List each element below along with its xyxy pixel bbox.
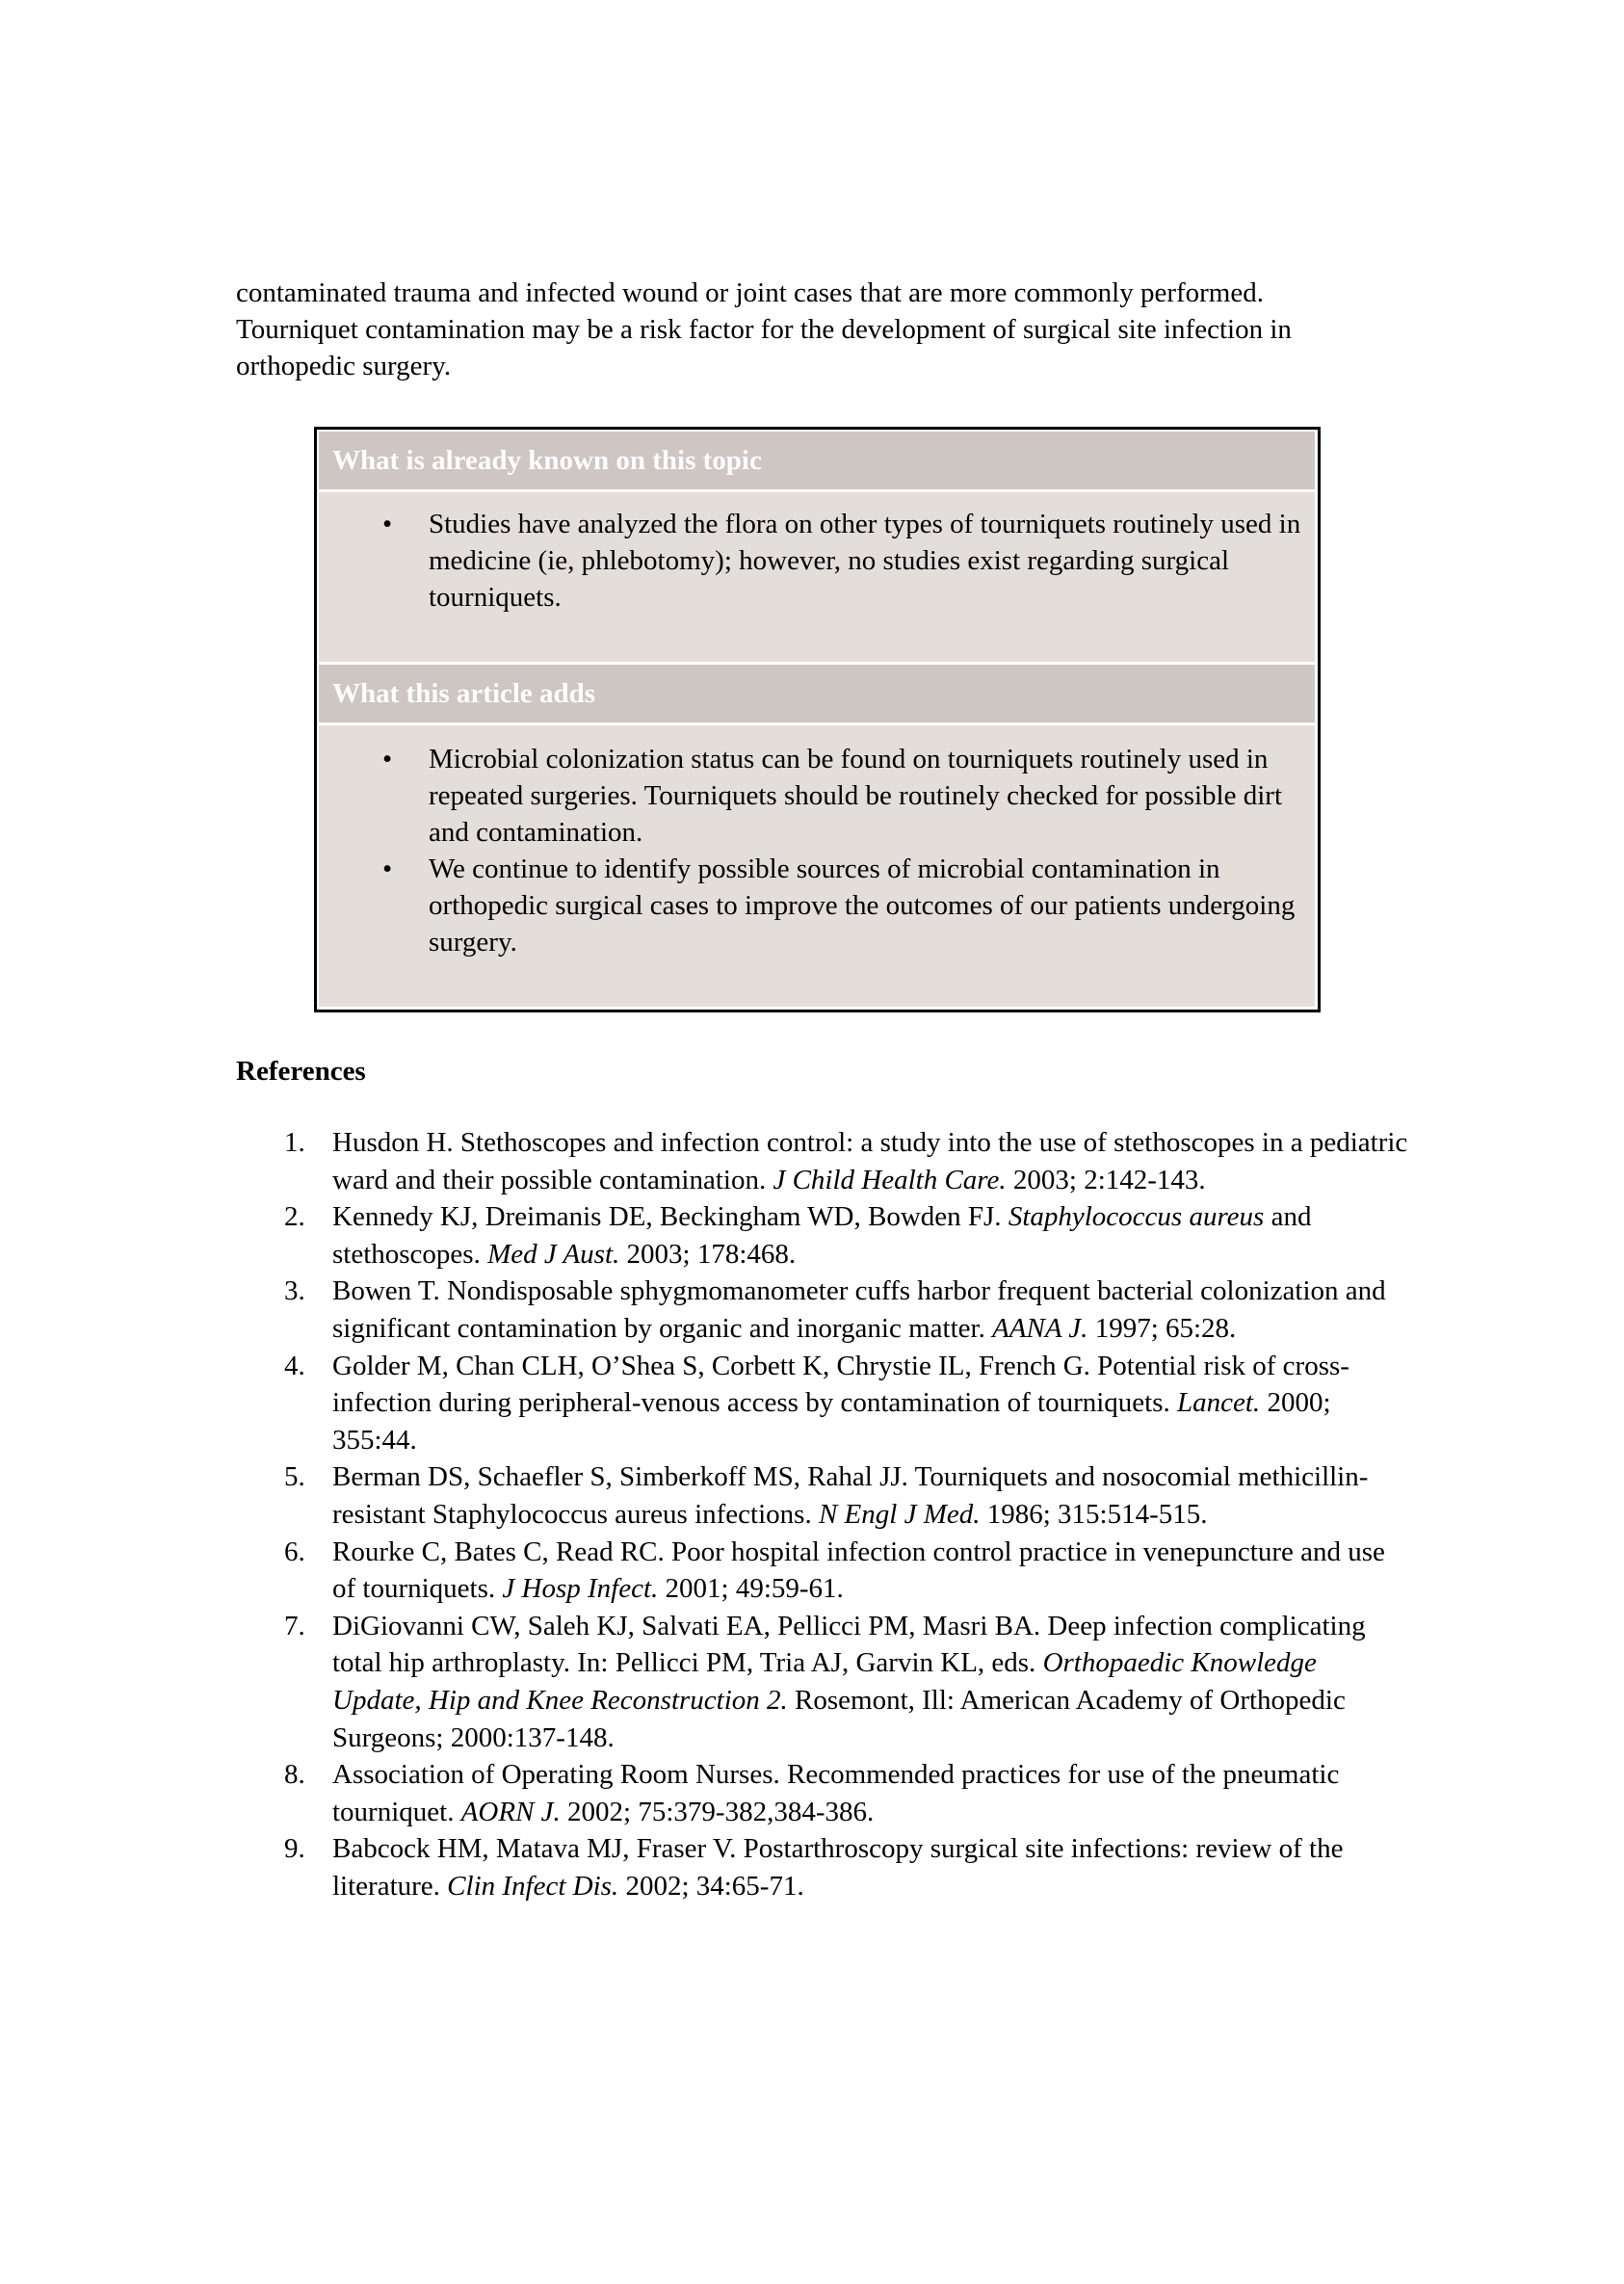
reference-number: 6. bbox=[284, 1536, 305, 1567]
reference-text: and stethoscopes. bbox=[332, 1201, 1312, 1270]
reference-text: Rourke C, Bates C, Read RC. Poor hospital infection control practice in venepuncture and use of tourniquets. bbox=[332, 1536, 1385, 1605]
reference-item bbox=[236, 1608, 1411, 1756]
reference-number: 1. bbox=[284, 1127, 305, 1158]
list-item bbox=[319, 851, 1315, 960]
reference-item bbox=[236, 1124, 1411, 1198]
bullet-icon: • bbox=[382, 853, 393, 884]
bullet-text: Microbial colonization status can be found on tourniquets routinely used in repeated surgeries. Tourniquets should be routinely checked for possible dirt and contamination. bbox=[429, 744, 1283, 848]
section-body-adds bbox=[319, 725, 1315, 1007]
reference-item bbox=[236, 1534, 1411, 1608]
reference-item bbox=[236, 1458, 1411, 1533]
intro-paragraph: contaminated trauma and infected wound or joint cases that are more commonly performed. Tourniquet contamination may be a risk factor for the development of surgical site infection in orthopedic surgery. bbox=[236, 277, 1292, 381]
reference-text: Kennedy KJ, Dreimanis DE, Beckingham WD, Bowden FJ. bbox=[332, 1201, 1008, 1233]
reference-text: DiGiovanni CW, Saleh KJ, Salvati EA, Pellicci PM, Masri BA. Deep infection complicating total hip arthroplasty. In: Pellicci PM, Tria AJ, Garvin KL, eds. bbox=[332, 1610, 1366, 1679]
reference-citation: Rosemont, Ill: American Academy of Orthopedic Surgeons; 2000:137-148. bbox=[332, 1684, 1346, 1753]
reference-number: 8. bbox=[284, 1759, 305, 1791]
reference-item bbox=[236, 1273, 1411, 1347]
reference-text: Golder M, Chan CLH, O’Shea S, Corbett K, Chrystie IL, French G. Potential risk of cross-infection during peripheral-venous access by contamination of tourniquets. bbox=[332, 1350, 1349, 1419]
reference-citation: 2003; 2:142-143. bbox=[1006, 1164, 1206, 1195]
reference-number: 3. bbox=[284, 1275, 305, 1307]
reference-citation: 2000; 355:44. bbox=[332, 1387, 1331, 1456]
bullet-list-known bbox=[319, 506, 1315, 616]
reference-item bbox=[236, 1756, 1411, 1830]
bullet-text: Studies have analyzed the flora on other types of tourniquets routinely used in medicine (ie, phlebotomy); however, no studies exist regarding surgical tourniquets. bbox=[429, 509, 1301, 613]
reference-item bbox=[236, 1830, 1411, 1904]
list-item bbox=[319, 741, 1315, 851]
reference-number: 2. bbox=[284, 1201, 305, 1233]
reference-citation: 2003; 178:468. bbox=[619, 1238, 797, 1270]
reference-citation: 2001; 49:59-61. bbox=[658, 1573, 844, 1605]
reference-number: 7. bbox=[284, 1610, 305, 1641]
reference-citation: 1997; 65:28. bbox=[1087, 1312, 1237, 1344]
reference-text: Husdon H. Stethoscopes and infection control: a study into the use of stethoscopes in a pediatric ward and their possible contamination. bbox=[332, 1127, 1408, 1195]
key-points-callout-box bbox=[314, 427, 1321, 1012]
bullet-list-adds bbox=[319, 741, 1315, 960]
journal-name: Lancet. bbox=[1177, 1387, 1261, 1419]
reference-text: Babcock HM, Matava MJ, Fraser V. Postarthroscopy surgical site infections: review of the literature. bbox=[332, 1833, 1344, 1902]
bullet-text: We continue to identify possible sources of microbial contamination in orthopedic surgical cases to improve the outcomes of our patients undergoing surgery. bbox=[429, 853, 1296, 958]
species-name: Staphylococcus aureus bbox=[1008, 1201, 1265, 1233]
reference-item bbox=[236, 1348, 1411, 1459]
journal-name: Med J Aust. bbox=[487, 1238, 620, 1270]
reference-citation: 2002; 34:65-71. bbox=[618, 1870, 804, 1902]
journal-name: J Child Health Care. bbox=[773, 1164, 1007, 1195]
reference-citation: 1986; 315:514-515. bbox=[980, 1498, 1208, 1530]
book-title: Orthopaedic Knowledge Update, Hip and Knee Reconstruction 2. bbox=[332, 1647, 1317, 1716]
reference-citation: 2002; 75:379-382,384-386. bbox=[560, 1796, 875, 1827]
reference-number: 9. bbox=[284, 1833, 305, 1865]
section-body-known bbox=[319, 492, 1315, 662]
list-item bbox=[319, 506, 1315, 616]
references-list bbox=[236, 1124, 1411, 1904]
bullet-icon: • bbox=[382, 744, 393, 774]
reference-number: 5. bbox=[284, 1461, 305, 1493]
journal-name: Clin Infect Dis. bbox=[447, 1870, 619, 1902]
reference-number: 4. bbox=[284, 1350, 305, 1381]
journal-name: J Hosp Infect. bbox=[502, 1573, 659, 1605]
reference-text: Bowen T. Nondisposable sphygmomanometer cuffs harbor frequent bacterial colonization and significant contamination by organic and inorganic matter. bbox=[332, 1275, 1386, 1344]
reference-item bbox=[236, 1198, 1411, 1273]
section-heading-known: What is already known on this topic bbox=[319, 432, 1315, 489]
reference-text: Berman DS, Schaefler S, Simberkoff MS, Rahal JJ. Tourniquets and nosocomial methicillin-resistant Staphylococcus aureus infections. bbox=[332, 1461, 1369, 1530]
references-heading: References bbox=[236, 1056, 366, 1087]
journal-name: N Engl J Med. bbox=[818, 1498, 981, 1530]
section-heading-adds: What this article adds bbox=[319, 665, 1315, 722]
journal-name: AORN J. bbox=[460, 1796, 561, 1827]
journal-name: AANA J. bbox=[992, 1312, 1088, 1344]
bullet-icon: • bbox=[382, 509, 393, 539]
reference-text: Association of Operating Room Nurses. Recommended practices for use of the pneumatic tourniquet. bbox=[332, 1759, 1340, 1827]
